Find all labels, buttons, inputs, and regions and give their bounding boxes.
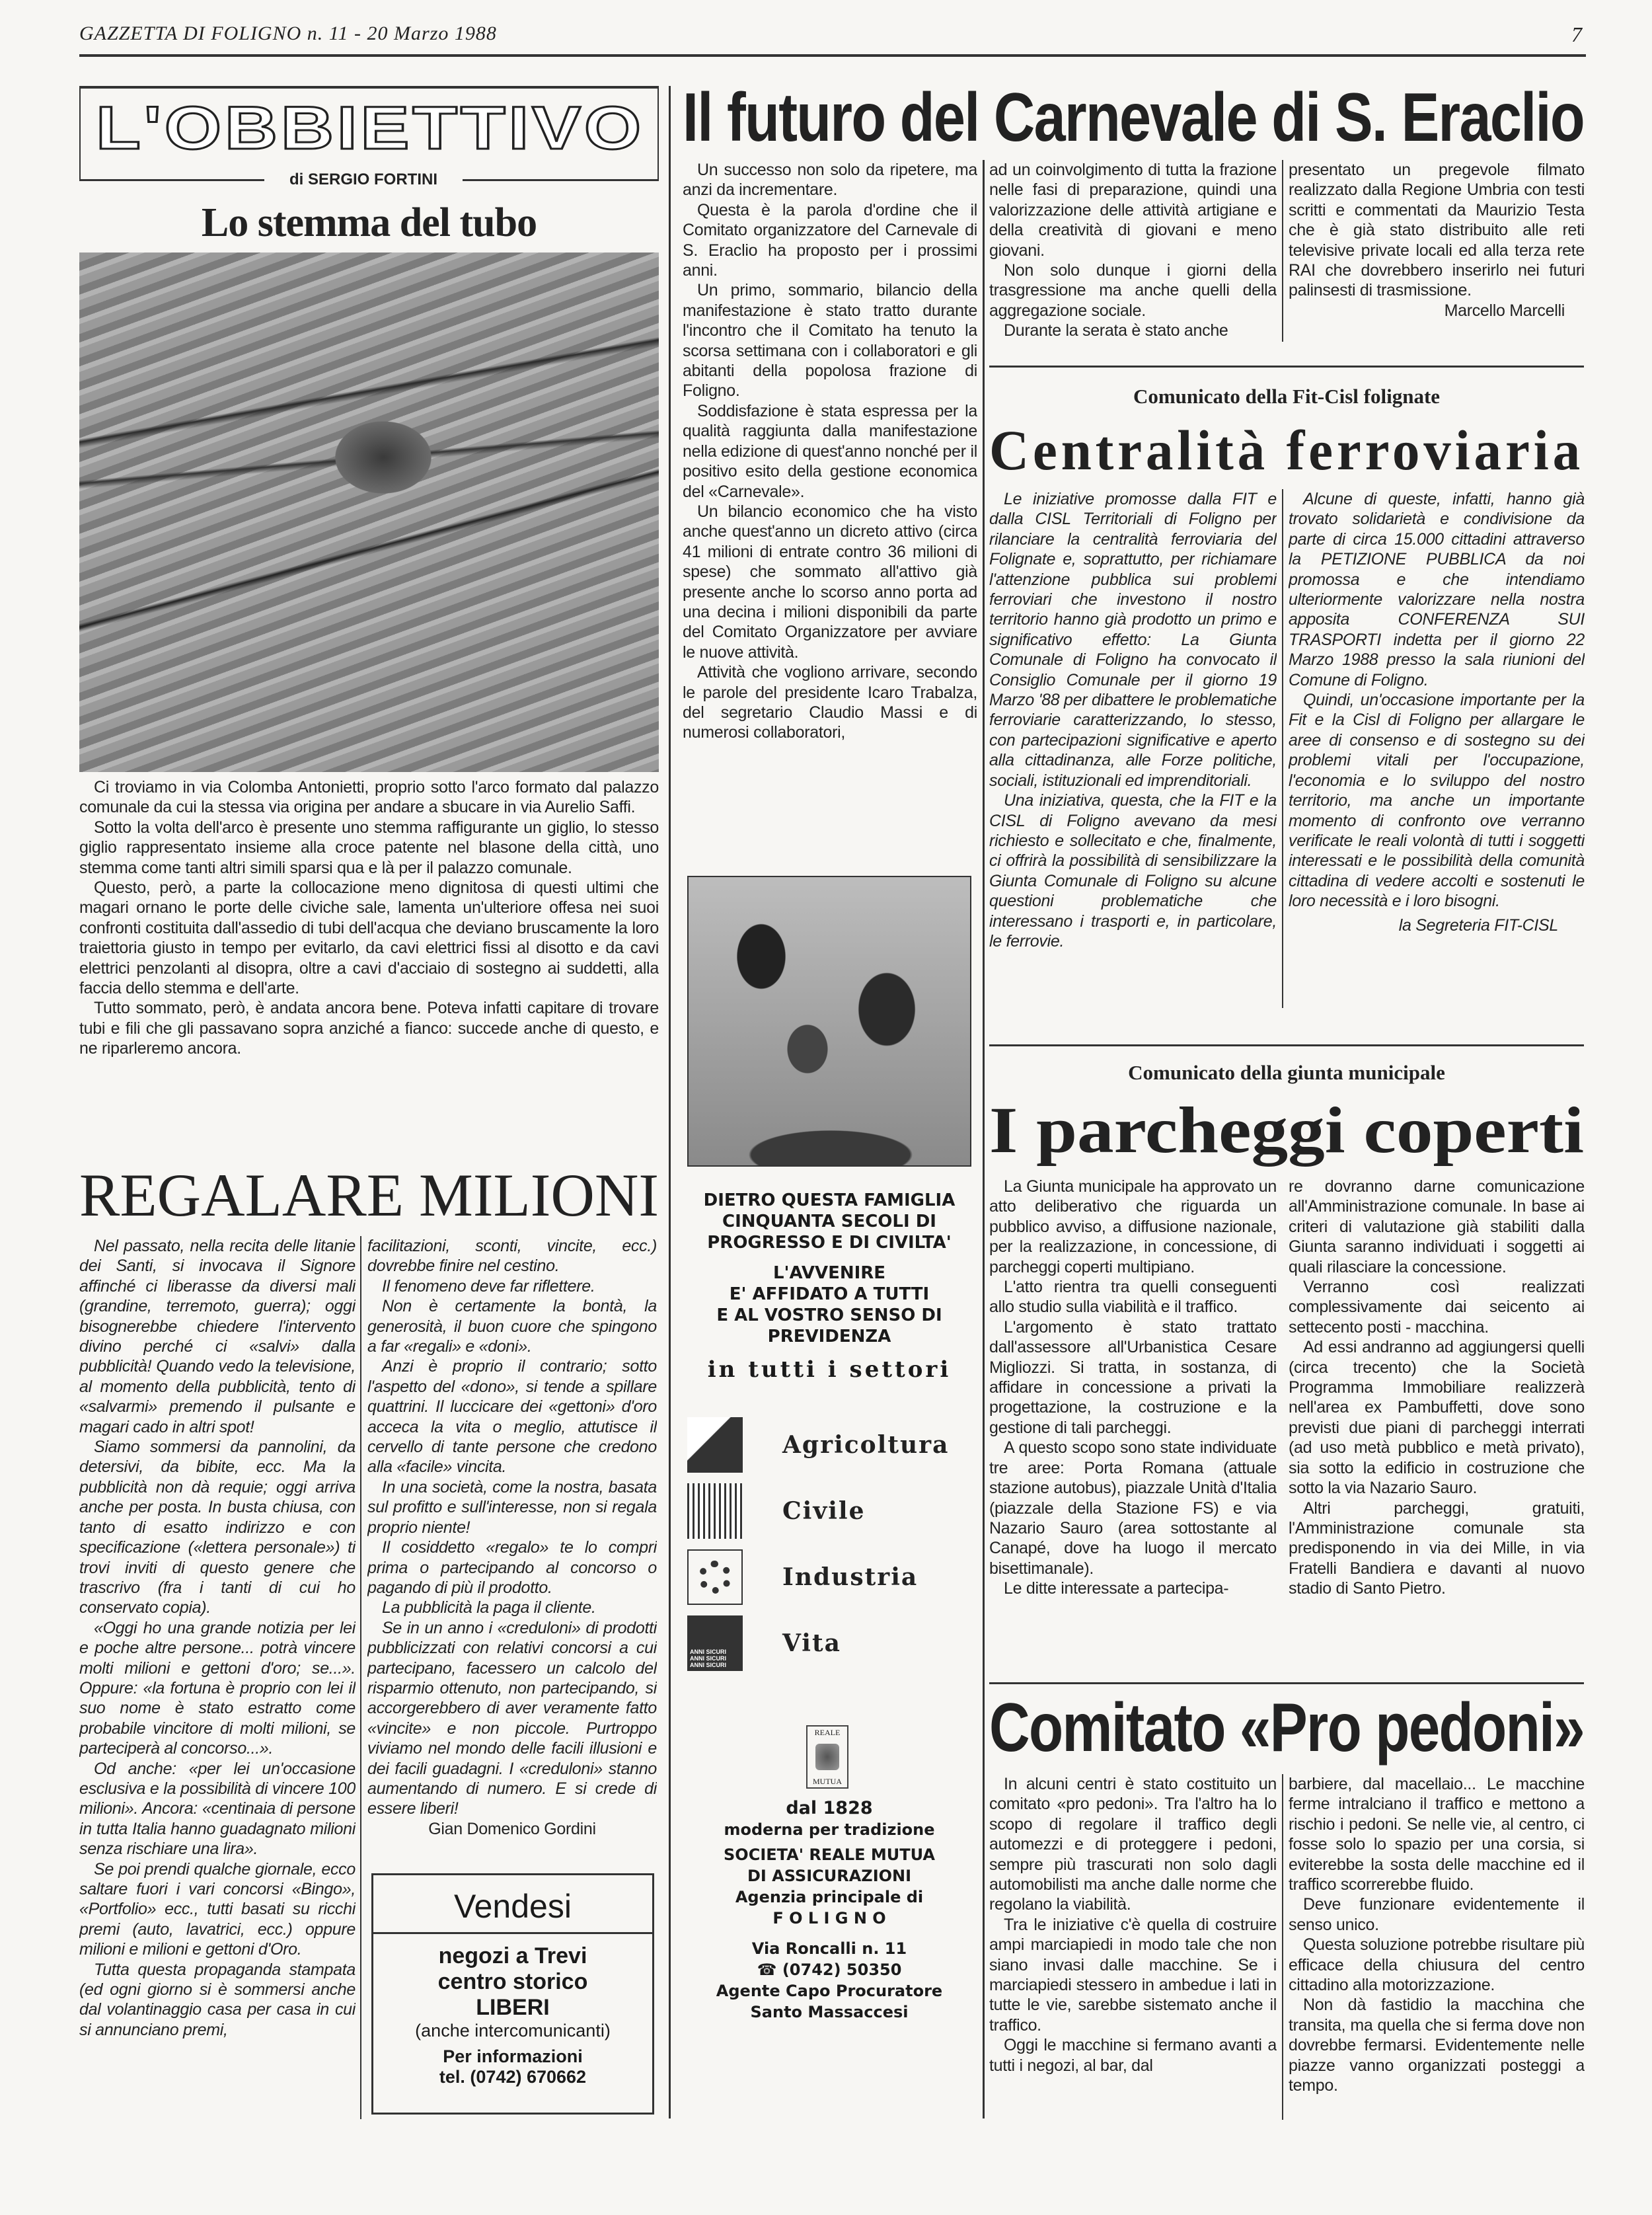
reale-mutua-logo: [806, 1725, 848, 1789]
paragraph: Il fenomeno deve far riflettere.: [382, 1276, 595, 1296]
reale-mutua-contacts: [687, 1798, 971, 2023]
ad-line: E AL VOSTRO SENSO DI: [716, 1305, 942, 1325]
vendesi-title: Vendesi: [454, 1888, 572, 1925]
logo-text: ANNI SICURI: [690, 1649, 727, 1655]
paragraph: Tra le iniziative c'è quella di costruire ampi marciapiedi in modo tale che non siano invasi dalle macchine. Se i marciapiedi stessero in ambedue i lati in tutte le vie, sarebbe sistemato anche il traffico.: [989, 1915, 1277, 2035]
ad-phone: (0742) 50350: [782, 1961, 902, 1979]
sector-label: Industria: [782, 1563, 919, 1591]
byline-rule-left: [79, 179, 264, 181]
paragraph: Non è certamente la bontà, la generosità, il buon cuore che spingono a far «regali» e «doni».: [367, 1297, 657, 1356]
stemma-photo: [79, 253, 659, 772]
sector-label: Agricoltura: [782, 1431, 950, 1459]
byline-rule-right: [463, 179, 659, 181]
header-rule: [79, 54, 1586, 57]
carnevale-col-3: [1289, 160, 1585, 345]
fitcisl-col-1: [989, 489, 1277, 1011]
section-rule: [989, 366, 1584, 368]
obbiettivo-rubric: L'OBBIETTIVO: [96, 95, 644, 162]
pedoni-col-1: [989, 1774, 1277, 2121]
column-rule: [1282, 489, 1283, 1008]
paragraph: Le iniziative promosse dalla FIT e dalla CISL Territoriali di Foligno per rilanciare la centralità ferroviaria del Folignate e, soprattutto, per richiamare l'attenzione pubblica sui problemi ferroviari che investono il nostro territorio hanno già prodotto un primo e significativo effetto: La Giunta Comunale di Foligno ha convocato il Consiglio Comunale per il giorno 19 Marzo '88 per dibattere le problematiche ferroviarie caratterizzando, lo stesso, con partecipazioni significative e aperto alla cittadinanza, alle Forze politiche, sociali, istituzionali ed imprenditoriali.: [989, 490, 1277, 790]
paragraph: Altri parcheggi, gratuiti, l'Amministrazione comunale sta predisponendo in via dei Mille, in via Fratelli Bandiera e davanti al nuovo stadio di Santo Pietro.: [1289, 1498, 1585, 1598]
vendesi-phone: tel. (0742) 670662: [439, 2067, 587, 2087]
regalare-col-1: [79, 1236, 356, 2122]
ad-line: F O L I G N O: [772, 1909, 886, 1927]
obbiettivo-text: [79, 777, 659, 1134]
vendesi-line: (anche intercomunicanti): [415, 2021, 611, 2040]
masthead: GAZZETTA DI FOLIGNO n. 11 - 20 Marzo 1988: [79, 22, 497, 44]
paragraph: In una società, come la nostra, basata sul profitto e sull'interesse, non si regala proprio niente!: [367, 1477, 657, 1537]
section-rule: [669, 86, 671, 2118]
sector-label: Civile: [782, 1497, 866, 1525]
telephone-icon: ☎: [757, 1961, 782, 1979]
sector-label: Vita: [782, 1629, 841, 1657]
paragraph: La Giunta municipale ha approvato un atto deliberativo che riguarda un pubblico avviso, a diffusione nazionale, per la realizzazione, in concessione, di parcheggi coperti multipiano.: [989, 1177, 1277, 1276]
vendesi-line: Per informazioni: [443, 2046, 583, 2066]
paragraph: L'atto rientra tra quelli conseguenti allo studio sulla viabilità e il traffico.: [989, 1278, 1277, 1317]
ad-phone-row: [687, 1959, 971, 1980]
paragraph: Verranno così realizzati complessivamente dai seicento ai settecento posti - macchina.: [1289, 1278, 1585, 1337]
ad-line: SOCIETA' REALE MUTUA: [724, 1846, 935, 1864]
paragraph: Od anche: «per lei un'occasione esclusiva e la possibilità di vincere 100 milioni». Ancora: «centinaia di persone in tutta Italia hanno guadagnato milioni senza rischiare una lira».: [79, 1759, 356, 1859]
page-number: 7: [1571, 22, 1582, 46]
carnevale-col-2: [989, 160, 1277, 345]
column-rule: [360, 1236, 361, 2119]
paragraph: Ci troviamo in via Colomba Antonietti, proprio sotto l'arco formato dal palazzo comunale da cui la stessa via origina per andare a sbucare in via Aurelio Saffi.: [79, 778, 659, 817]
paragraph: Durante la serata è stato anche: [1004, 321, 1228, 340]
section-rule: [989, 1682, 1584, 1684]
paragraph: Un primo, sommario, bilancio della manifestazione è stato tratto durante l'incontro che il Comitato ha tenuto la scorsa settimana con i collaboratori e gli abitanti della popolosa frazione di Foligno.: [683, 281, 977, 401]
column-rule: [983, 160, 985, 2118]
sector-row: [687, 1613, 971, 1674]
paragraph: Alcune di queste, infatti, hanno già trovato solidarietà e condivisione da parte di circa 15.000 cittadini attraverso la PETIZIONE PUBBLICA da noi promossa e che intendiamo ulteriormente valorizzare nella nostra apposita CONFERENZA SUI TRASPORTI indetta per il giorno 22 Marzo 1988 presso la sala riunioni del Comune di Foligno.: [1289, 490, 1585, 689]
logo-text: ANNI SICURI: [690, 1662, 727, 1668]
column-rule: [1282, 160, 1283, 342]
ad-tagline: in tutti i settori: [707, 1356, 952, 1383]
logo-text: ANNI SICURI: [690, 1655, 727, 1662]
paragraph: Tutta questa propaganda stampata (ed ogni giorno si è sommersi anche dal volantinaggio casa per casa in cui si annunciano premi,: [79, 1960, 356, 2039]
pedoni-col-2: [1289, 1774, 1585, 2121]
paragraph: Il cosiddetto «regalo» te lo compri prima o partecipando al concorso o pagando di più il prodotto.: [367, 1538, 657, 1597]
ad-line: PROGRESSO E DI CIVILTA': [707, 1233, 952, 1253]
ad-line: E' AFFIDATO A TUTTI: [729, 1284, 930, 1304]
family-photo: [687, 876, 971, 1167]
paragraph: Anzi è proprio il contrario; sotto l'aspetto del «dono», si tende a spillare quattrini. Il luccicare dei «gettoni» d'oro acceca la vita o meglio, attutisce il cervello di tante persone che credono alla «facile» vincita.: [367, 1357, 657, 1477]
paragraph: facilitazioni, sconti, vincite, ecc.) dovrebbe finire nel cestino.: [367, 1237, 657, 1276]
ad-sectors: [687, 1415, 971, 1674]
paragraph: «Oggi ho una grande notizia per lei e poche altre persone... potrà vincere molti milioni e gettoni d'oro; se...». Oppure: «la fortuna è proprio con lei il suo nome è stato estratto come probabile vincitore di molti milioni, se parteciperà al concorso...».: [79, 1618, 356, 1758]
section-rule: [989, 1044, 1584, 1046]
paragraph: Questa soluzione potrebbe risultare più efficace della chiusura del centro cittadino alla motorizzazione.: [1289, 1935, 1585, 1995]
sector-row: [687, 1415, 971, 1475]
vendesi-line: negozi a Trevi: [438, 1943, 587, 1968]
paragraph: presentato un pregevole filmato realizzato dalla Regione Umbria con testi scritti e commentati da Maurizio Testa che è già stato distribuito alle reti televisive private locali ed alla terza rete RAI che dovrebbero inserirlo nei futuri palinsesti di trasmissione.: [1289, 161, 1585, 300]
vendesi-ad: [371, 1873, 654, 2115]
parcheggi-title: I parcheggi coperti: [989, 1093, 1584, 1167]
family-house-icon: [687, 1483, 743, 1539]
paragraph: L'argomento è stato trattato dall'assessore all'Urbanistica Cesare Migliozzi. Si tratta, in sostanza, di affidare in concessione a privati la progettazione, la costruzione e la gestione di tali parcheggi.: [989, 1317, 1277, 1437]
paragraph: Non solo dunque i giorni della trasgressione ma anche quelli della aggregazione sociale.: [989, 261, 1277, 320]
vendesi-line: LIBERI: [476, 1995, 550, 2020]
fitcisl-col-2: [1289, 489, 1585, 1011]
crest-icon: [815, 1744, 839, 1770]
paragraph: Soddisfazione è stata espressa per la qualità raggiunta dalla manifestazione nella edizione di quest'anno nonché per il positivo esito della gestione economica del «Carnevale».: [683, 401, 977, 501]
paragraph: Questa è la parola d'ordine che il Comitato organizzatore del Carnevale di S. Eraclio ha proposto per i prossimi anni.: [683, 200, 977, 280]
signature: Marcello Marcelli: [1444, 301, 1565, 320]
paragraph: Oggi le macchine si fermano avanti a tutti i negozi, al bar, dal: [989, 2036, 1277, 2075]
signature: la Segreteria FIT-CISL: [1398, 915, 1558, 935]
vendesi-line: centro storico: [437, 1969, 588, 1994]
ad-line: dal 1828: [786, 1798, 873, 1818]
reale-mutua-ad: [687, 1190, 971, 1383]
carnevale-title: Il futuro del Carnevale di S. Eraclio: [683, 79, 1584, 156]
logo-text: MUTUA: [813, 1777, 842, 1786]
gear-icon: [687, 1549, 743, 1605]
paragraph: Tutto sommato, però, è andata ancora bene. Poteva infatti capitare di trovare tubi e fili che gli passavano sopra anziché a fianco: succede anche di questo, e ne riparleremo ancora.: [79, 999, 659, 1058]
paragraph: Siamo sommersi da pannolini, da detersivi, da bibite, ecc. Ma la pubblicità non dà requie; oggi arriva anche per posta. In busta chiusa, con tanto di esatto indirizzo e con specificazione («lettera personale») ti trovi inviti di questo genere che trascrivo (fra i tanti di cui ho conservato copia).: [79, 1438, 356, 1617]
paragraph: barbiere, dal macellaio... Le macchine ferme intralciano il traffico e mettono a rischio i pedoni. Se nelle vie, al centro, ci fosse solo lo spazio per una corsia, si eviterebbe la sosta delle macchine ed il traffico scorrerebbe fluido.: [1289, 1775, 1585, 1894]
regalare-title: REGALARE MILIONI: [79, 1161, 659, 1229]
paragraph: Un bilancio economico che ha visto anche quest'anno un dicreto attivo (circa 41 milioni di entrate contro 36 milioni di spese) che sommato all'attivo già presente anche lo scorso anno porta ad una decina i milioni disponibili da parte del Comitato Organizzatore per avviare le nuove attività.: [683, 502, 977, 662]
ad-line: moderna per tradizione: [724, 1820, 935, 1839]
ad-address: Via Roncalli n. 11: [751, 1939, 907, 1958]
paragraph: ad un coinvolgimento di tutta la frazione nelle fasi di preparazione, quindi una valorizzazione delle attività artigiane e della creatività di giovani e meno giovani.: [989, 161, 1277, 260]
paragraph: Ad essi andranno ad aggiungersi quelli (circa trecento) che la Società Programma Immobiliare realizzerà nell'area ex Pambuffetti, dove sono previsti due piani di parcheggi interrati (ad uso metà pubblico e metà privato), sia sotto la edificio in costruzione che sotto la via Nazario Sauro.: [1289, 1338, 1585, 1498]
ad-line: Santo Massaccesi: [750, 2003, 909, 2021]
ad-line: Agente Capo Procuratore: [716, 1982, 943, 2000]
fitcisl-title: Centralità ferroviaria: [989, 418, 1584, 482]
ad-line: CINQUANTA SECOLI DI: [722, 1212, 936, 1231]
ad-line: DIETRO QUESTA FAMIGLIA: [703, 1190, 956, 1210]
regalare-col-2: [367, 1236, 657, 1861]
obbiettivo-byline: di SERGIO FORTINI: [289, 171, 437, 188]
parcheggi-col-1: [989, 1177, 1277, 1639]
anni-sicuri-logo: [687, 1615, 743, 1671]
carnevale-col-1: [683, 160, 977, 798]
fitcisl-kicker: Comunicato della Fit-Cisl folignate: [1133, 385, 1441, 408]
sector-row: [687, 1547, 971, 1608]
logo-text: REALE: [814, 1728, 841, 1737]
ad-line: L'AVVENIRE: [772, 1263, 886, 1283]
paragraph: Attività che vogliono arrivare, secondo le parole del presidente Icaro Trabalza, del segretario Claudio Massi e di numerosi collaboratori,: [683, 663, 977, 742]
paragraph: Questo, però, a parte la collocazione meno dignitosa di questi ultimi che magari ornano le porte delle civiche sale, lamenta un'ulteriore offesa nei suoi confronti costituita dall'assedio di tubi dell'acqua che deviano bruscamente la loro traiettoria giusto in tempo per evitarlo, da cavi elettrici fissi al disotto e da cavi elettrici penzolanti al disopra, oltre a cavi d'acciaio di sostegno ai suddetti, alla faccia dello stemma e dell'arte.: [79, 878, 659, 998]
paragraph: Una iniziativa, questa, che la FIT e la CISL di Foligno avevano da mesi richiesto e sollecitato e che, finalmente, ci offrirà la possibilità di sensibilizzare la Giunta Comunale di Foligno su alcune questioni problematiche che interessano i trasporti e, in particolare, le ferrovie.: [989, 791, 1277, 951]
parcheggi-kicker: Comunicato della giunta municipale: [1128, 1061, 1445, 1084]
signature: Gian Domenico Gordini: [428, 1819, 596, 1838]
paragraph: Se in un anno i «creduloni» di prodotti pubblicizzati con relativi concorsi a cui partecipano, facessero un calcolo del risparmio ottenuto, non partecipando, si accorgerebbero di aver veramente fatto «vincite» e non piccole. Purtroppo viviamo nel mondo delle facili illusioni e dei facili guadagni. I «creduloni» stanno aumentando di numero. E si crede di essere liberi!: [367, 1618, 657, 1818]
paragraph: Le ditte interessate a partecipa-: [1004, 1579, 1229, 1598]
paragraph: re dovranno darne comunicazione all'Amministrazione comunale. In base ai criteri di valutazione già stabiliti dalla Giunta saranno individuati i soggetti ai quali rilasciare la concessione.: [1289, 1177, 1585, 1276]
paragraph: Non dà fastidio la macchina che transita, ma quella che si ferma dove non dovrebbe fermarsi. Evidentemente nelle piazze vanno organizzati posteggi a tempo.: [1289, 1996, 1585, 2095]
paragraph: Nel passato, nella recita delle litanie dei Santi, si invocava il Signore affinché ci liberasse da diversi mali (grandine, terremoto, guerra); oggi bisognerebbe chiedere l'intervento divino perché ci «salvi» dalla pubblicità! Quando vedo la televisione, al momento della pubblicità, tento di «salvarmi» premendo il pulsante e magari cado in altri spot!: [79, 1237, 356, 1436]
paragraph: In alcuni centri è stato costituito un comitato «pro pedoni». Tra l'altro ha lo scopo di regolare il traffico degli automezzi e di proteggere i pedoni, sempre più trascurati non solo dagli automobilisti ma anche dalle norme che regolano la viabilità.: [989, 1775, 1277, 1914]
paragraph: Un successo non solo da ripetere, ma anzi da incrementare.: [683, 161, 977, 200]
sector-row: [687, 1481, 971, 1541]
parcheggi-col-2: [1289, 1177, 1585, 1639]
paragraph: Quindi, un'occasione importante per la Fit e la Cisl di Foligno per allargare le aree di consenso e di sostegno su dei problemi vitali per l'occupazione, l'economia e lo sviluppo del nostro territorio, ma anche un importante momento di confronto ove verranno verificate le reali volontà di tutti i soggetti interessati e le possibilità della comunità cittadina di vedere accolti e sostenuti le loro necessità e i loro bisogni.: [1289, 691, 1585, 911]
pedoni-title: Comitato «Pro pedoni»: [989, 1690, 1584, 1766]
column-rule: [1282, 1774, 1283, 2120]
ad-line: DI ASSICURAZIONI: [747, 1867, 912, 1885]
paragraph: A questo scopo sono state individuate tre aree: Porta Romana (attuale stazione autobus), piazzale Unità d'Italia (piazzale della Stazione FS) e via Nazario Sauro (area sottostante al Canapé, dove ha luogo il mercato bisettimanale).: [989, 1438, 1277, 1578]
obbiettivo-title: Lo stemma del tubo: [201, 200, 537, 245]
ad-line: Agenzia principale di: [735, 1888, 924, 1906]
paragraph: Sotto la volta dell'arco è presente uno stemma raffigurante un giglio, lo stesso giglio rappresentato insieme alla croce patente nel blasone della città, uno stemma come tanti altri simili sparsi qua e là per il palazzo comunale.: [79, 818, 659, 877]
paragraph: Se poi prendi qualche giornale, ecco saltare fuori i vari concorsi «Bingo», «Portfolio» ecc., tutti basati su ricchi premi (auto, lavatrici, ecc.) oppure milioni e milioni e gettoni d'Oro.: [79, 1859, 356, 1959]
ad-line: PREVIDENZA: [767, 1327, 891, 1346]
paragraph: La pubblicità la paga il cliente.: [382, 1598, 596, 1617]
paragraph: Deve funzionare evidentemente il senso unico.: [1289, 1895, 1585, 1934]
tree-icon: [687, 1417, 743, 1473]
